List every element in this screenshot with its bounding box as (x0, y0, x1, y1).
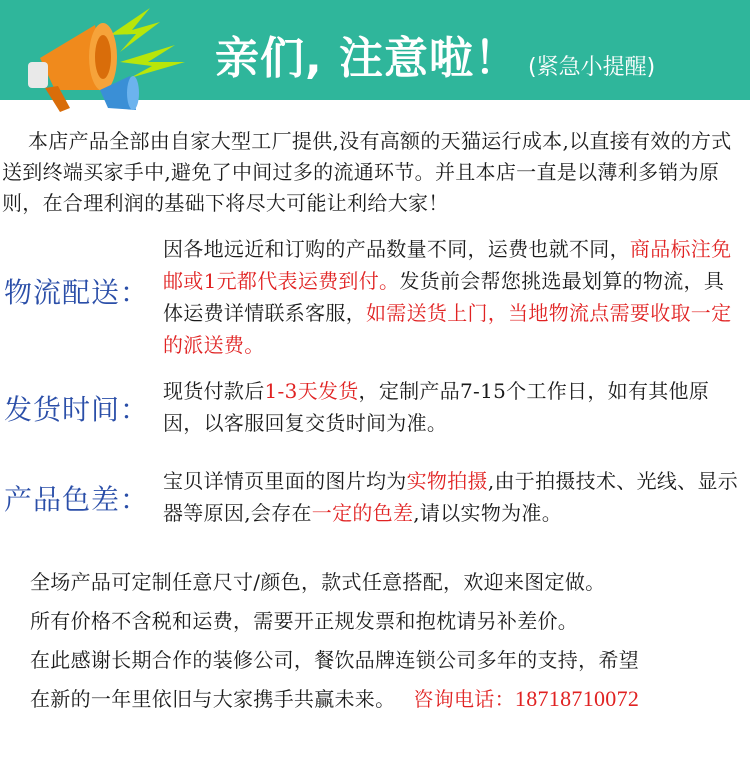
lightning-bolt-icon (120, 45, 185, 78)
logistics-text-1: 因各地远近和订购的产品数量不同，运费也就不同， (163, 237, 630, 261)
color-difference-text (163, 465, 743, 529)
delivery-highlight-1: 1-3天发货 (264, 379, 359, 403)
banner-subtitle: (紧急小提醒) (528, 55, 656, 80)
color-text-3: ,请以实物为准。 (413, 501, 563, 525)
delivery-text (163, 375, 743, 439)
color-highlight-1: 实物拍摄 (406, 469, 488, 493)
logistics-label: 物流配送： (4, 276, 150, 309)
color-difference-label: 产品色差： (4, 483, 150, 516)
banner-title: 亲们, 注意啦！ (215, 33, 520, 84)
closing-line-3: 在此感谢长期合作的装修公司，餐饮品牌连锁公司多年的支持，希望 (30, 648, 639, 672)
logistics-highlight-2: 如需送货上门，当地物流点需要收取一定的派送费。 (163, 301, 732, 357)
phone-number: 18718710072 (514, 686, 640, 711)
closing-line-2: 所有价格不含税和运费，需要开正规发票和抱枕请另补差价。 (30, 609, 579, 633)
color-text-1: 宝贝详情页里面的图片均为 (163, 469, 407, 493)
delivery-text-1: 现货付款后 (163, 379, 265, 403)
header-banner (0, 0, 750, 100)
closing-line-4 (30, 683, 745, 712)
color-highlight-2: 一定的色差 (311, 501, 414, 525)
phone-label: 咨询电话： (413, 687, 515, 711)
lightning-bolt-icon (110, 8, 160, 52)
megaphone-icon (0, 0, 200, 120)
color-text-2: ,由于拍摄技术、光线、显示器等原因,会存在 (163, 469, 739, 525)
delivery-text-2: ，定制产品7-15个工作日，如有其他原因，以客服回复交货时间为准。 (163, 379, 710, 435)
closing-line-1: 全场产品可定制任意尺寸/颜色，款式任意搭配，欢迎来图定做。 (30, 570, 606, 594)
logistics-text-2: 发货前会帮您挑选最划算的物流，具体运费详情联系客服， (163, 269, 725, 325)
logistics-text (163, 233, 743, 361)
closing-line-4-text: 在新的一年里依旧与大家携手共赢未来。 (30, 687, 396, 711)
delivery-label: 发货时间： (4, 393, 150, 426)
logistics-highlight-1: 商品标注免邮或1元都代表运费到付。 (163, 237, 732, 293)
intro-paragraph: 本店产品全部由自家大型工厂提供,没有高额的天猫运行成本,以直接有效的方式送到终端买家手中,避免了中间过多的流通环节。并且本店一直是以薄利多销为原则，在合理利润的基础下将尽大可能让利给大家！ (2, 129, 732, 215)
